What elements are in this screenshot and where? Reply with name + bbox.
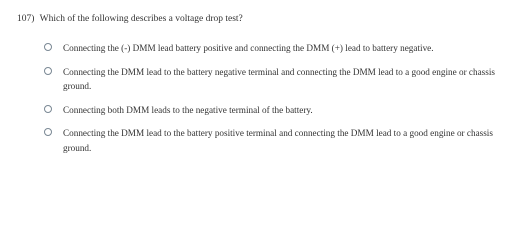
answer-option-label: Connecting the (-) DMM lead battery positive and connecting the DMM (+) lead to battery negative. <box>63 43 434 53</box>
radio-button-icon[interactable] <box>44 128 52 136</box>
answer-option-1[interactable] <box>43 41 503 56</box>
answer-option-3[interactable] <box>43 103 503 118</box>
answer-options <box>43 41 503 155</box>
answer-option-label: Connecting the DMM lead to the battery positive terminal and connecting the DMM lead to a good engine or chassis ground. <box>63 128 493 153</box>
radio-button-icon[interactable] <box>44 43 52 51</box>
answer-option-2[interactable] <box>43 65 503 94</box>
radio-button-icon[interactable] <box>44 67 52 75</box>
question-number: 107) <box>17 14 35 24</box>
question-text: Which of the following describes a voltage drop test? <box>39 14 243 24</box>
answer-option-label: Connecting the DMM lead to the battery negative terminal and connecting the DMM lead to a good engine or chassis ground. <box>63 66 495 91</box>
radio-button-icon[interactable] <box>44 105 52 113</box>
question-prompt <box>17 13 243 25</box>
answer-option-4[interactable] <box>43 126 503 155</box>
answer-option-label: Connecting both DMM leads to the negative terminal of the battery. <box>63 104 313 115</box>
